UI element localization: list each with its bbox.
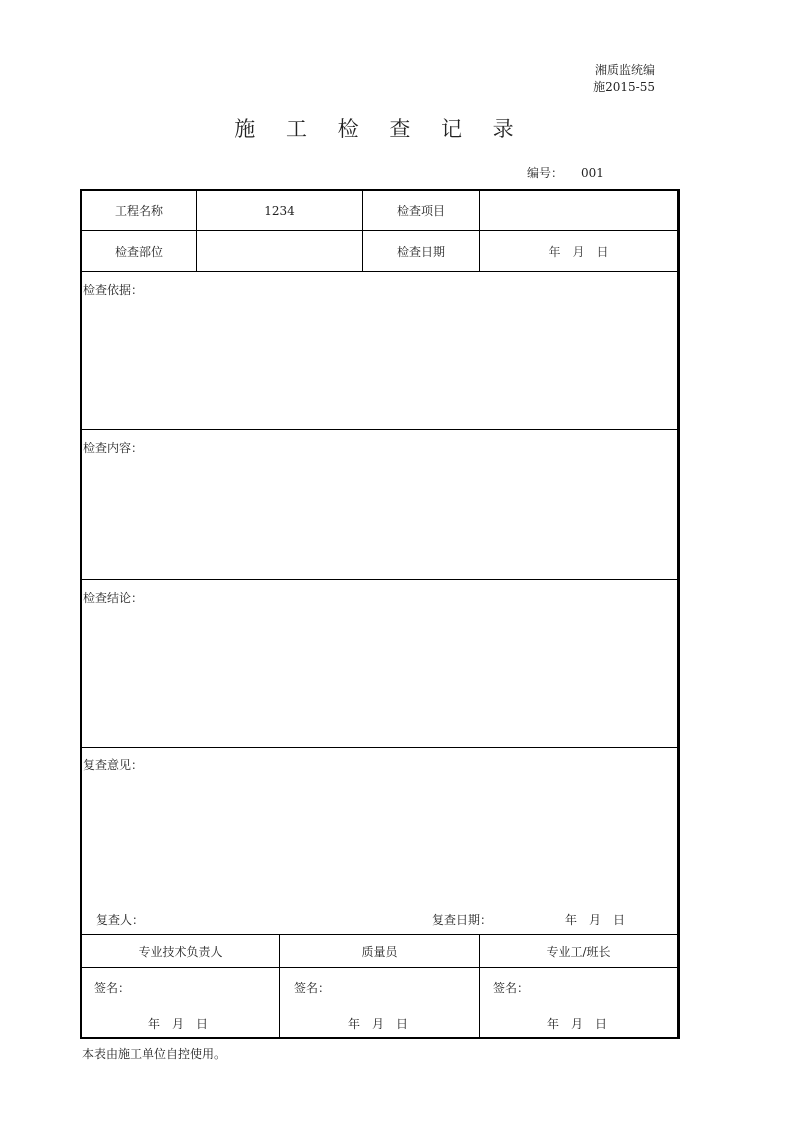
footer-note: 本表由施工单位自控使用。	[82, 1047, 227, 1061]
inspection-item-label: 检查项目	[396, 204, 445, 218]
review-date-value[interactable]: 年 月 日	[565, 913, 626, 927]
quality-officer-sign-label: 签名：	[294, 981, 331, 995]
row-divider	[80, 429, 678, 430]
team-leader-sign-label: 签名：	[493, 981, 530, 995]
project-name-label: 工程名称	[114, 204, 163, 218]
team-leader-date[interactable]: 年 月 日	[547, 1017, 608, 1031]
review-label: 复查意见：	[83, 758, 144, 772]
tech-lead-date[interactable]: 年 月 日	[148, 1017, 209, 1031]
reviewer-label: 复查人：	[96, 913, 145, 927]
inspection-date-value[interactable]: 年 月 日	[548, 244, 609, 259]
serial-number	[527, 164, 604, 181]
inspection-part-label: 检查部位	[114, 244, 163, 259]
serial-label: 编号：	[527, 166, 564, 180]
tech-lead-sign-label: 签名：	[94, 981, 131, 995]
row-divider	[80, 967, 678, 968]
org-code: 湘质监统编	[594, 63, 655, 77]
quality-officer-date[interactable]: 年 月 日	[348, 1017, 409, 1031]
page-title: 施 工 检 查 记 录	[234, 117, 526, 141]
project-name-value[interactable]: 1234	[264, 203, 295, 218]
inspection-date-label: 检查日期	[396, 244, 445, 259]
serial-value: 001	[581, 166, 604, 180]
inspection-item-value[interactable]	[480, 191, 677, 230]
tech-lead-title: 专业技术负责人	[138, 944, 223, 959]
team-leader-title: 专业工/班长	[546, 944, 611, 959]
conclusion-label: 检查结论：	[83, 591, 144, 605]
form-code: 施2015-55	[593, 80, 655, 94]
content-label: 检查内容：	[83, 441, 144, 455]
row-divider	[80, 271, 678, 272]
basis-label: 检查依据：	[83, 283, 144, 297]
row-divider	[80, 747, 678, 748]
row-divider	[80, 579, 678, 580]
review-date-label: 复查日期：	[432, 913, 493, 927]
quality-officer-title: 质量员	[361, 944, 398, 959]
inspection-part-value[interactable]	[197, 231, 362, 271]
